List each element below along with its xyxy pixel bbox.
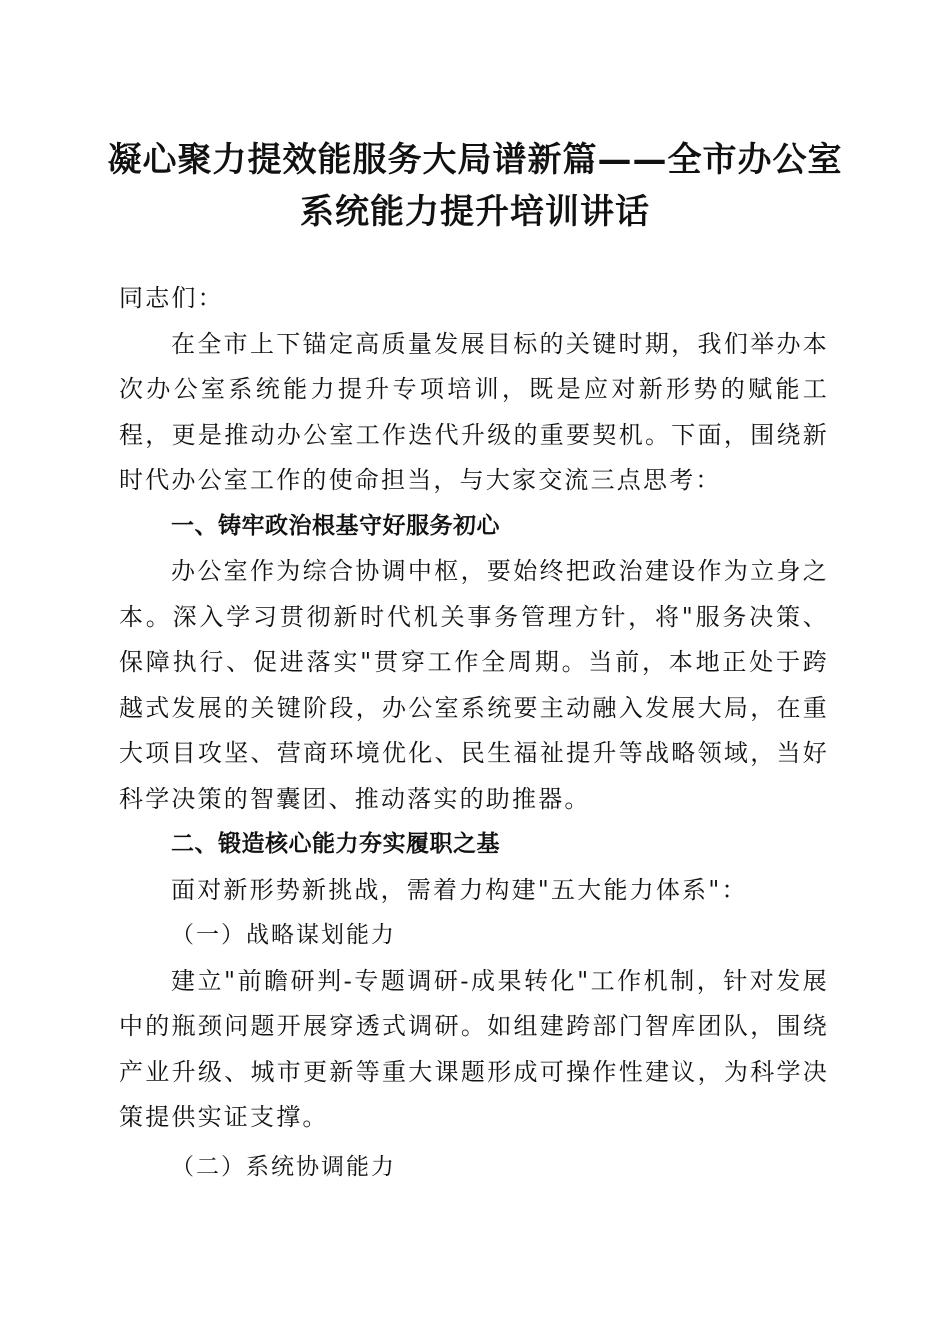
salutation: 同志们： — [119, 284, 224, 312]
subsection-2-heading: （二）系统协调能力 — [171, 1153, 396, 1180]
document-body — [119, 276, 829, 1190]
subsection-1-heading: （一）战略谋划能力 — [171, 922, 396, 948]
document-title: 凝心聚力提效能服务大局谱新篇——全市办公室系统能力提升培训讲话 — [107, 140, 843, 232]
section-1-paragraph: 办公室作为综合协调中枢，要始终把政治建设作为立身之本。深入学习贯彻新时代机关事务管理方针，将"服务决策、保障执行、促进落实"贯穿工作全周期。当前，本地正处于跨越式发展的关键阶段，办公室系统要主动融入发展大局，在重大项目攻坚、营商环境优化、民生福祉提升等战略领域，当好科学决策的智囊团、推动落实的助推器。 — [119, 557, 829, 813]
subsection-1-paragraph: 建立"前瞻研判-专题调研-成果转化"工作机制，针对发展中的瓶颈问题开展穿透式调研。如组建跨部门智库团队，围绕产业升级、城市更新等重大课题形成可操作性建议，为科学决策提供实证支撑。 — [119, 966, 829, 1131]
section-2-paragraph: 面对新形势新挑战，需着力构建"五大能力体系"： — [171, 875, 748, 904]
intro-paragraph: 在全市上下锚定高质量发展目标的关键时期，我们举办本次办公室系统能力提升专项培训，既是应对新形势的赋能工程，更是推动办公室工作迭代升级的重要契机。下面，围绕新时代办公室工作的使命担当，与大家交流三点思考： — [119, 329, 829, 494]
section-1-heading: 一、铸牢政治根基守好服务初心 — [171, 512, 500, 539]
section-2-heading: 二、锻造核心能力夯实履职之基 — [171, 831, 500, 857]
